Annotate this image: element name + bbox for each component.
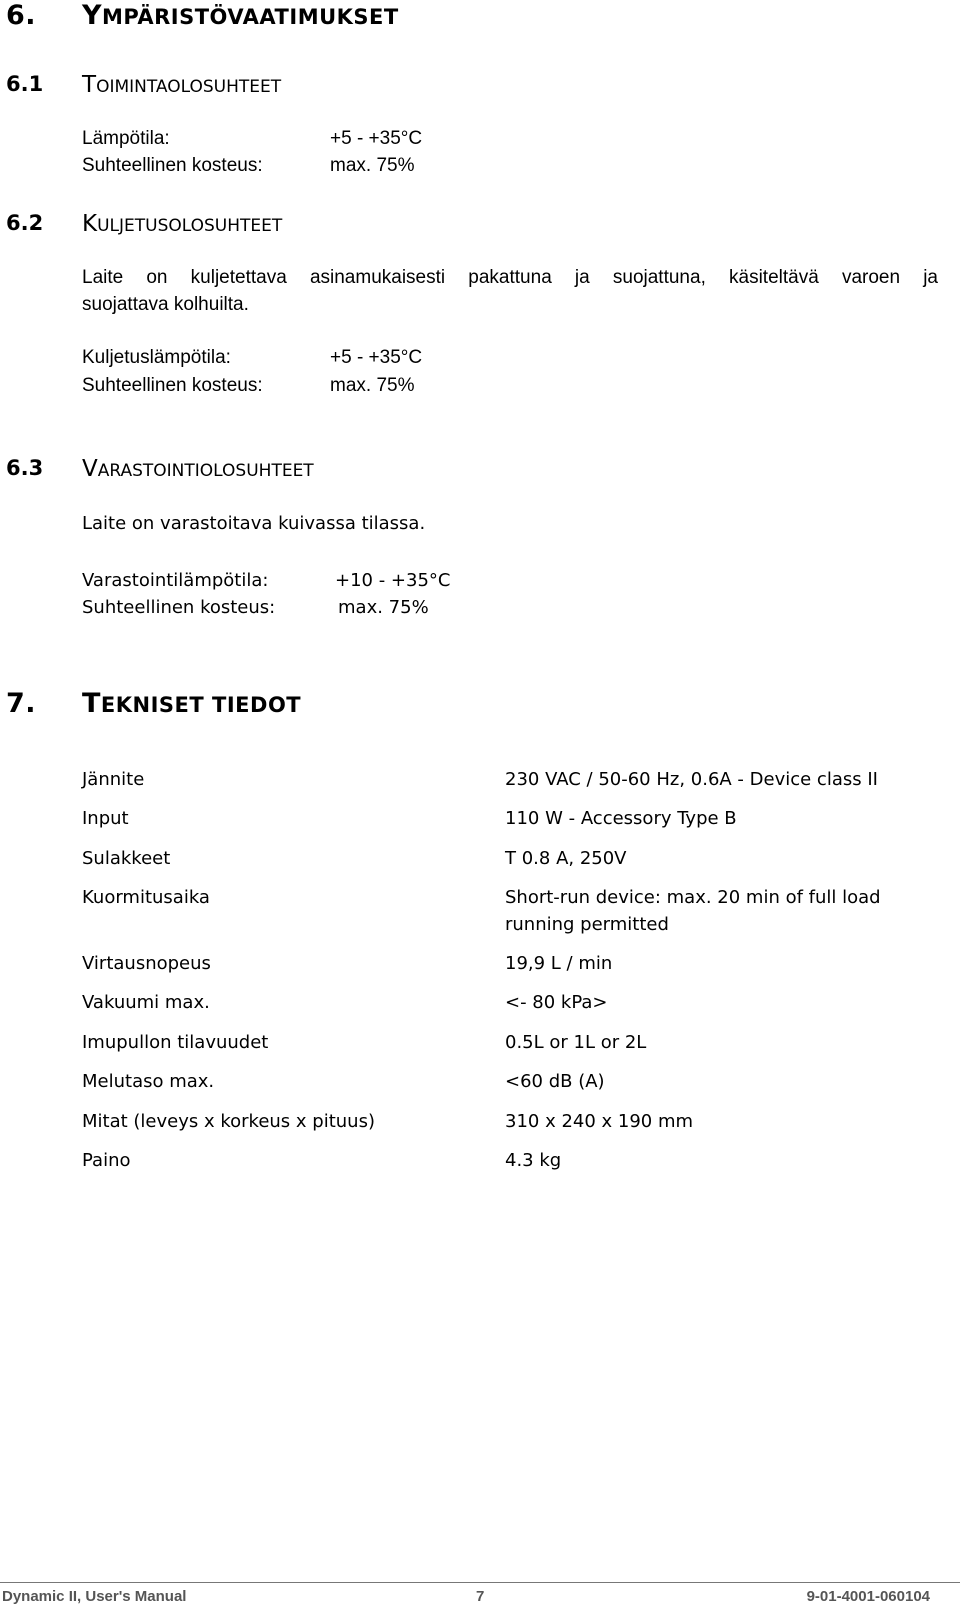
subsection-6-3-number: 6.3 [6, 456, 44, 480]
s62-label-temp: Kuljetuslämpötila: [82, 347, 231, 368]
s63-label-humidity: Suhteellinen kosteus: [82, 597, 276, 618]
spec-label-duty-time: Kuormitusaika [82, 887, 210, 908]
section-7-number: 7. [6, 688, 37, 719]
section-7-title: TEKNISET TIEDOT [82, 688, 302, 719]
s62-paragraph-line-2: suojattava kolhuilta. [82, 294, 249, 315]
spec-value-fuses: T 0.8 A, 250V [505, 848, 627, 869]
s61-value-humidity: max. 75% [330, 155, 415, 176]
spec-value-duty-time: Short-run device: max. 20 min of full load [505, 887, 881, 908]
s62-value-humidity: max. 75% [330, 375, 415, 396]
s61-label-temp: Lämpötila: [82, 128, 170, 149]
spec-label-noise: Melutaso max. [82, 1071, 215, 1092]
spec-value-duty-time-line-2: running permitted [505, 914, 669, 935]
spec-label-input: Input [82, 808, 129, 829]
spec-value-weight: 4.3 kg [505, 1150, 562, 1171]
s62-label-humidity: Suhteellinen kosteus: [82, 375, 263, 396]
subsection-6-1-title: TOIMINTAOLOSUHTEET [82, 72, 282, 98]
s63-label-temp: Varastointilämpötila: [82, 570, 269, 591]
subsection-6-2-title: KULJETUSOLOSUHTEET [82, 211, 283, 237]
s62-paragraph-line-1: Laite on kuljetettava asinamukaisesti pakattuna ja suojattuna, käsiteltävä varoen ja [82, 267, 938, 288]
section-6-heading [6, 0, 399, 31]
section-number: 6. [6, 0, 37, 31]
section-title-initial: Y [81, 0, 103, 31]
subsection-6-2-number: 6.2 [6, 211, 44, 235]
spec-label-bottle-volume: Imupullon tilavuudet [82, 1032, 269, 1053]
footer-divider [0, 1582, 960, 1583]
section-title-rest: MPÄRISTÖVAATIMUKSET [102, 5, 399, 29]
spec-label-weight: Paino [82, 1150, 131, 1171]
subsection-6-3-title: VARASTOINTIOLOSUHTEET [82, 456, 314, 482]
spec-label-dimensions: Mitat (leveys x korkeus x pituus) [82, 1111, 375, 1132]
s63-value-temp: +10 - +35°C [335, 570, 451, 591]
spec-value-dimensions: 310 x 240 x 190 mm [505, 1111, 694, 1132]
s63-value-humidity: max. 75% [338, 597, 429, 618]
spec-value-input: 110 W - Accessory Type B [505, 808, 737, 829]
s63-paragraph: Laite on varastoitava kuivassa tilassa. [82, 513, 426, 534]
spec-value-noise: <60 dB (A) [505, 1071, 605, 1092]
spec-value-voltage: 230 VAC / 50-60 Hz, 0.6A - Device class II [505, 769, 878, 790]
spec-value-vacuum: <- 80 kPa> [505, 992, 608, 1013]
s61-label-humidity: Suhteellinen kosteus: [82, 155, 263, 176]
spec-label-flow: Virtausnopeus [82, 953, 211, 974]
spec-label-vacuum: Vakuumi max. [82, 992, 210, 1013]
footer-page-number: 7 [476, 1588, 485, 1605]
subsection-6-1-number: 6.1 [6, 72, 44, 96]
spec-value-bottle-volume: 0.5L or 1L or 2L [505, 1032, 647, 1053]
spec-label-fuses: Sulakkeet [82, 848, 171, 869]
spec-value-flow: 19,9 L / min [505, 953, 613, 974]
s61-value-temp: +5 - +35°C [330, 128, 423, 149]
spec-label-voltage: Jännite [82, 769, 145, 790]
footer-document-code: 9-01-4001-060104 [806, 1588, 930, 1605]
footer-manual-title: Dynamic II, User's Manual [2, 1588, 187, 1605]
s62-value-temp: +5 - +35°C [330, 347, 423, 368]
